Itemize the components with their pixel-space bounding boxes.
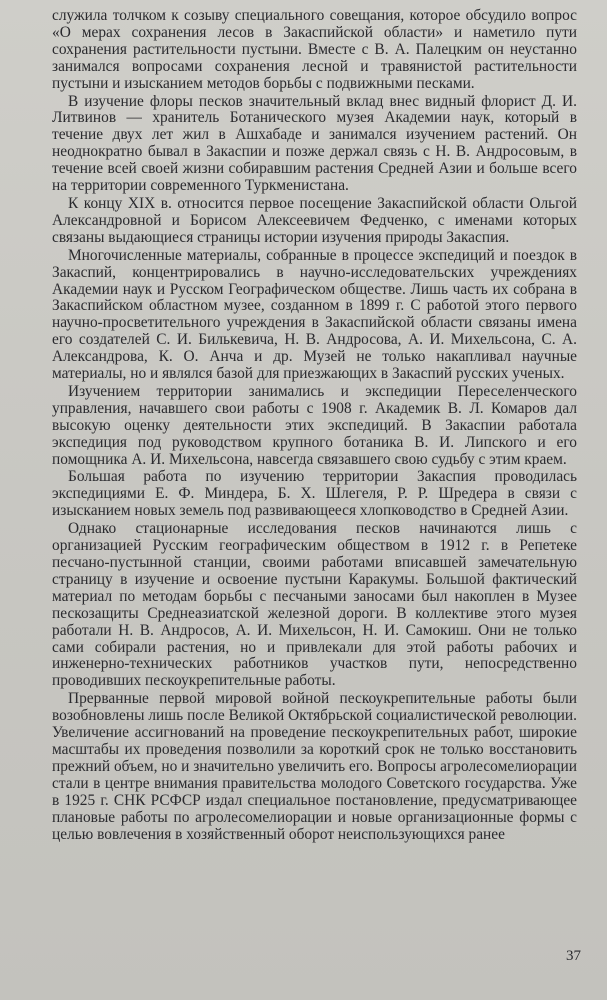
page-number: 37	[566, 948, 581, 964]
paragraph: Большая работа по изучению территории Закаспия проводилась экспедициями Е. Ф. Миндера, Б. Х. Шлегеля, Р. Р. Шредера в связи с изысканием новых земель под развивающееся хлопководство в Средней Азии.	[52, 468, 577, 520]
paragraph: Однако стационарные исследования песков начинаются лишь с организацией Русским географическим обществом в 1912 г. в Репетеке песчано-пустынной станции, своими работами вписавшей замечательную страницу в изучение и освоение пустыни Каракумы. Большой фактический материал по методам борьбы с песчаными заносами был накоплен в Музее пескозащиты Среднеазиатской железной дороги. В коллективе этого музея работали Н. В. Андросов, А. И. Михельсон, Н. И. Самокиш. Они не только сами собирали растения, но и привлекали для этой работы рабочих и инженерно-технических работников участков пути, непосредственно проводивших пескоукрепительные работы.	[52, 520, 577, 690]
paragraph: служила толчком к созыву специального совещания, которое обсудило вопрос «О мерах сохранения лесов в Закаспийской области» и наметило пути сохранения растительности пустыни. Вместе с В. А. Палецким он неустанно занимался вопросами сохранения лесной и травянистой растительности пустыни и изысканием методов борьбы с подвижными песками.	[52, 7, 577, 92]
paragraph: В изучение флоры песков значительный вклад внес видный флорист Д. И. Литвинов — хранитель Ботанического музея Академии наук, который в течение двух лет жил в Ашхабаде и занимался изучением растений. Он неоднократно бывал в Закаспии и позже держал связь с Н. В. Андросовым, в течение всей своей жизни собиравшим растения Средней Азии и больше всего на территории современного Туркменистана.	[52, 92, 577, 195]
paragraph: Изучением территории занимались и экспедиции Переселенческого управления, начавшего свои работы с 1908 г. Академик В. Л. Комаров дал высокую оценку деятельности этих экспедиций. В Закаспии работала экспедиция под руководством крупного ботаника В. И. Липского и его помощника А. И. Михельсона, навсегда связавшего свою судьбу с этим краем.	[52, 382, 577, 468]
paragraph: Многочисленные материалы, собранные в процессе экспедиций и поездок в Закаспий, концентрировались в научно-исследовательских учреждениях Академии наук и Русском Географическом обществе. Лишь часть их собрана в Закаспийском областном музее, созданном в 1899 г. С работой этого первого научно-просветительного учреждения в Закаспийской области связаны имена его создателей С. И. Билькевича, Н. В. Андросова, А. И. Михельсона, С. А. Александрова, К. О. Анча и др. Музей не только накапливал научные материалы, но и являлся базой для приезжающих в Закаспий русских ученых.	[52, 246, 577, 383]
page-text	[52, 8, 577, 843]
paragraph: К концу XIX в. относится первое посещение Закаспийской области Ольгой Александровной и Борисом Алексеевичем Федченко, с именами которых связаны выдающиеся страницы истории изучения природы Закаспия.	[52, 194, 577, 246]
paragraph: Прерванные первой мировой войной пескоукрепительные работы были возобновлены лишь после Великой Октябрьской социалистической революции. Увеличение ассигнований на проведение пескоукрепительных работ, широкие масштабы их проведения позволили за короткий срок не только восстановить прежний объем, но и значительно увеличить его. Вопросы агролесомелиорации стали в центре внимания правительства молодого Советского государства. Уже в 1925 г. СНК РСФСР издал специальное постановление, предусматривающее плановые работы по агролесомелиорации и новые организационные формы с целью вовлечения в хозяйственный оборот неиспользующихся ранее	[52, 690, 577, 843]
